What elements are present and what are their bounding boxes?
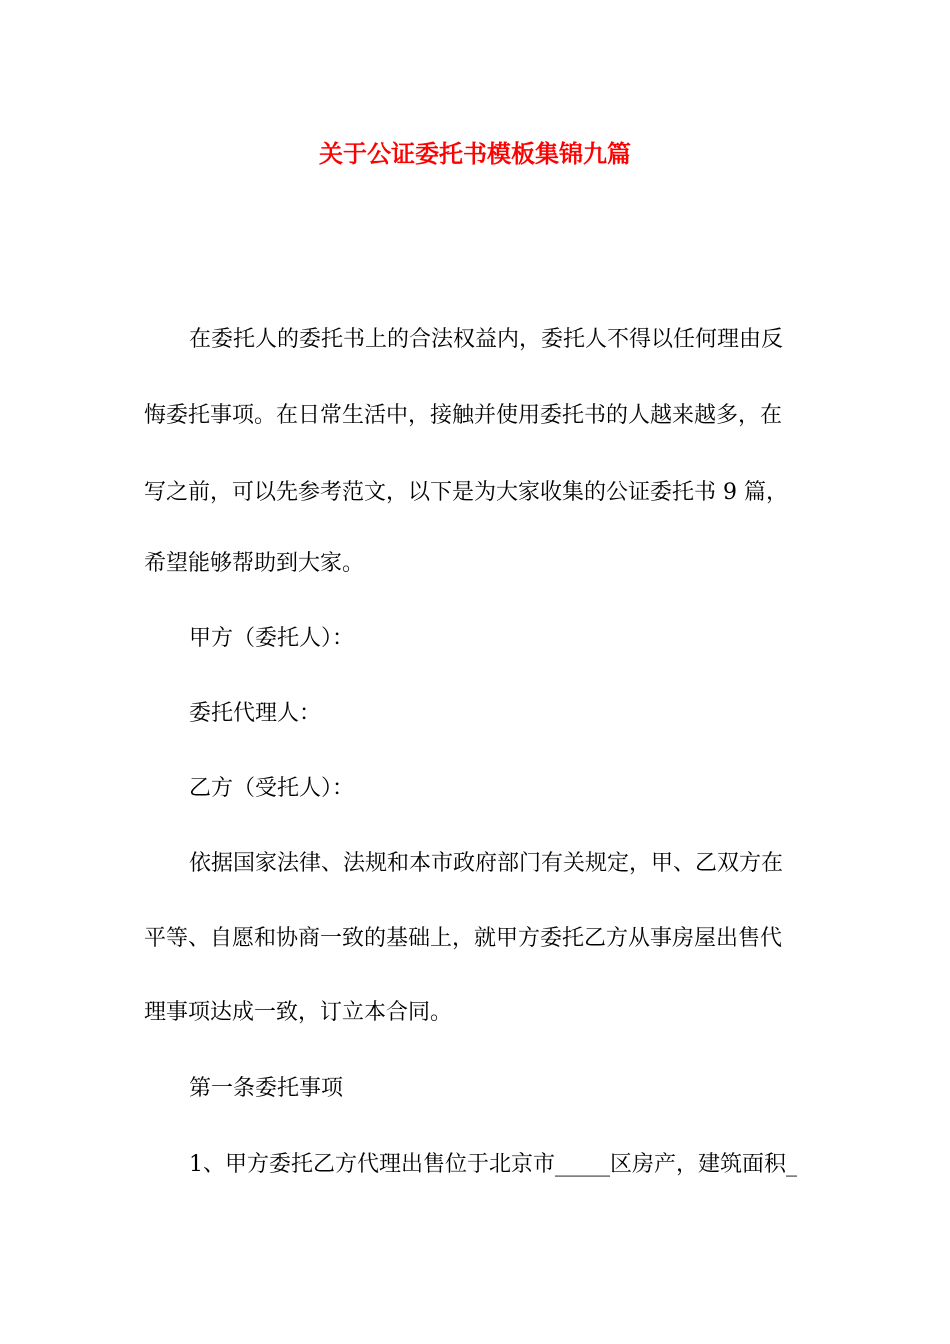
paragraph-line: 希望能够帮助到大家。: [144, 551, 365, 576]
article-heading: 第一条委托事项: [189, 1076, 344, 1101]
paragraph-line: 在委托人的委托书上的合法权益内，委托人不得以任何理由反: [189, 327, 784, 352]
paragraph-line: 依据国家法律、法规和本市政府部门有关规定，甲、乙双方在: [189, 851, 784, 876]
paragraph-line: 理事项达成一致，订立本合同。: [144, 1000, 453, 1025]
paragraph-line: 悔委托事项。在日常生活中，接触并使用委托书的人越来越多，在: [144, 403, 783, 428]
paragraph-line: 写之前，可以先参考范文，以下是为大家收集的公证委托书 9 篇，: [144, 480, 788, 505]
paragraph-line: 平等、自愿和协商一致的基础上，就甲方委托乙方从事房屋出售代: [144, 926, 783, 951]
clause-line: 1、甲方委托乙方代理出售位于北京市_____区房产，建筑面积_: [189, 1152, 797, 1177]
agent-label: 委托代理人：: [189, 701, 322, 726]
party-a-label: 甲方（委托人）：: [189, 626, 355, 651]
party-b-label: 乙方（受托人）：: [189, 776, 355, 801]
document-title: 关于公证委托书模板集锦九篇: [319, 139, 631, 168]
